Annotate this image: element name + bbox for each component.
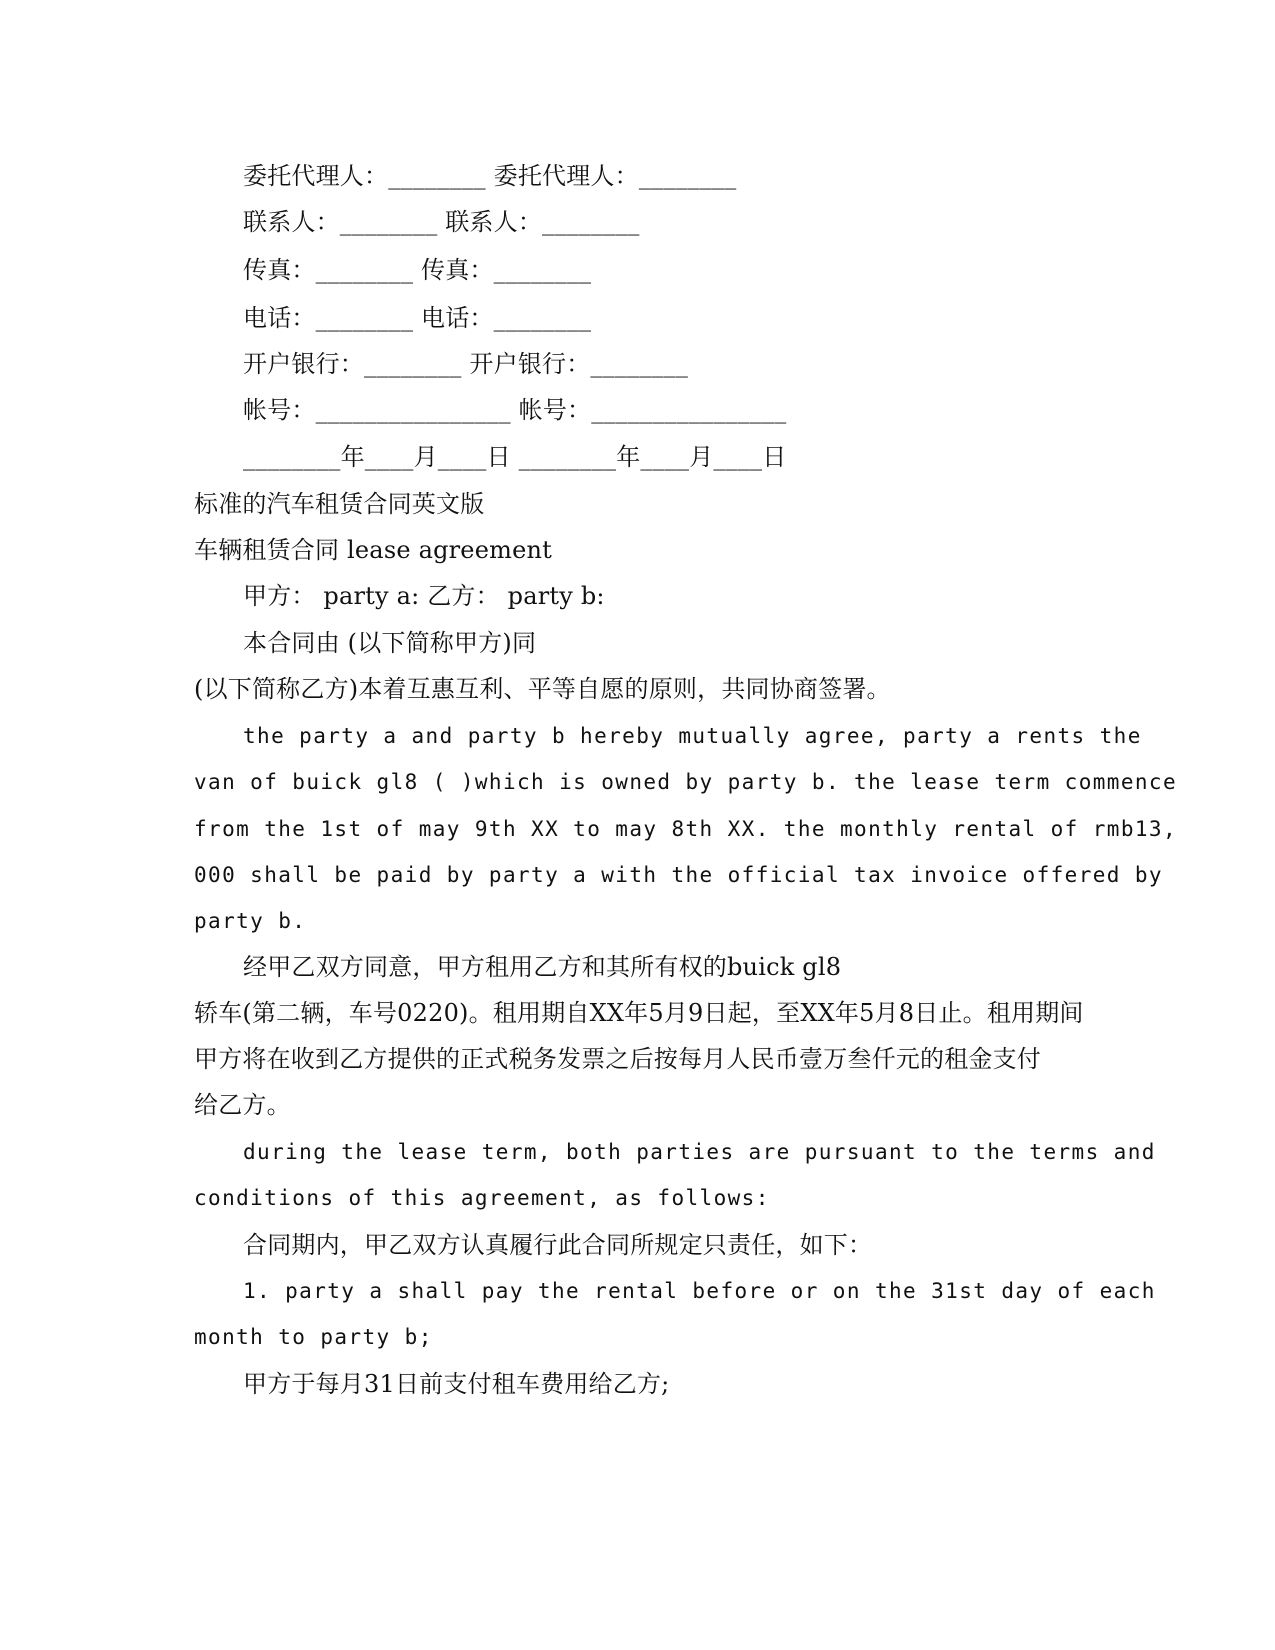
terms-cn-line: 合同期内，甲乙双方认真履行此合同所规定只责任，如下： — [243, 1231, 873, 1259]
item1-cn-line: 甲方于每月31日前支付租车费用给乙方; — [243, 1370, 670, 1398]
bank-line: 开户银行：________ 开户银行：________ — [243, 350, 689, 378]
account-line: 帐号：________________ 帐号：________________ — [243, 396, 787, 424]
parties-line: 甲方： party a: 乙方： party b: — [243, 582, 605, 610]
intro-cn-line-2: (以下简称乙方)本着互惠互利、平等自愿的原则，共同协商签署。 — [194, 675, 891, 703]
agreement-cn-line-3: 甲方将在收到乙方提供的正式税务发票之后按每月人民币壹万叁仟元的租金支付 — [194, 1045, 1041, 1073]
agreement-cn-line-2: 轿车(第二辆，车号0220)。租用期自XX年5月9日起，至XX年5月8日止。租用期间 — [194, 999, 1084, 1027]
terms-en-line-2: conditions of this agreement, as follows: — [194, 1186, 770, 1210]
agreement-en-line-5: party b. — [194, 909, 307, 933]
terms-en-line-1: during the lease term, both parties are pursuant to the terms and — [243, 1140, 1156, 1164]
fax-line: 传真：________ 传真：________ — [243, 256, 592, 284]
agreement-cn-line-1: 经甲乙双方同意，甲方租用乙方和其所有权的buick gl8 — [243, 953, 842, 981]
item1-en-line-1: 1. party a shall pay the rental before or on the 31st day of each — [243, 1279, 1156, 1303]
agreement-en-line-2: van of buick gl8 ( )which is owned by party b. the lease term commence — [194, 770, 1178, 794]
intro-cn-line-1: 本合同由 (以下简称甲方)同 — [243, 629, 537, 657]
phone-line: 电话：________ 电话：________ — [243, 304, 592, 332]
section-title: 标准的汽车租赁合同英文版 — [194, 490, 485, 518]
contract-title: 车辆租赁合同 lease agreement — [194, 536, 552, 564]
item1-en-line-2: month to party b; — [194, 1325, 433, 1349]
date-line: ________年____月____日 ________年____月____日 — [243, 443, 787, 471]
agent-line: 委托代理人：________ 委托代理人：________ — [243, 162, 737, 190]
contact-line: 联系人：________ 联系人：________ — [243, 208, 640, 236]
agreement-en-line-4: 000 shall be paid by party a with the official tax invoice offered by — [194, 863, 1163, 887]
agreement-en-line-3: from the 1st of may 9th XX to may 8th XX. the monthly rental of rmb13, — [194, 817, 1178, 841]
agreement-cn-line-4: 给乙方。 — [194, 1091, 291, 1119]
agreement-en-line-1: the party a and party b hereby mutually agree, party a rents the — [243, 724, 1142, 748]
